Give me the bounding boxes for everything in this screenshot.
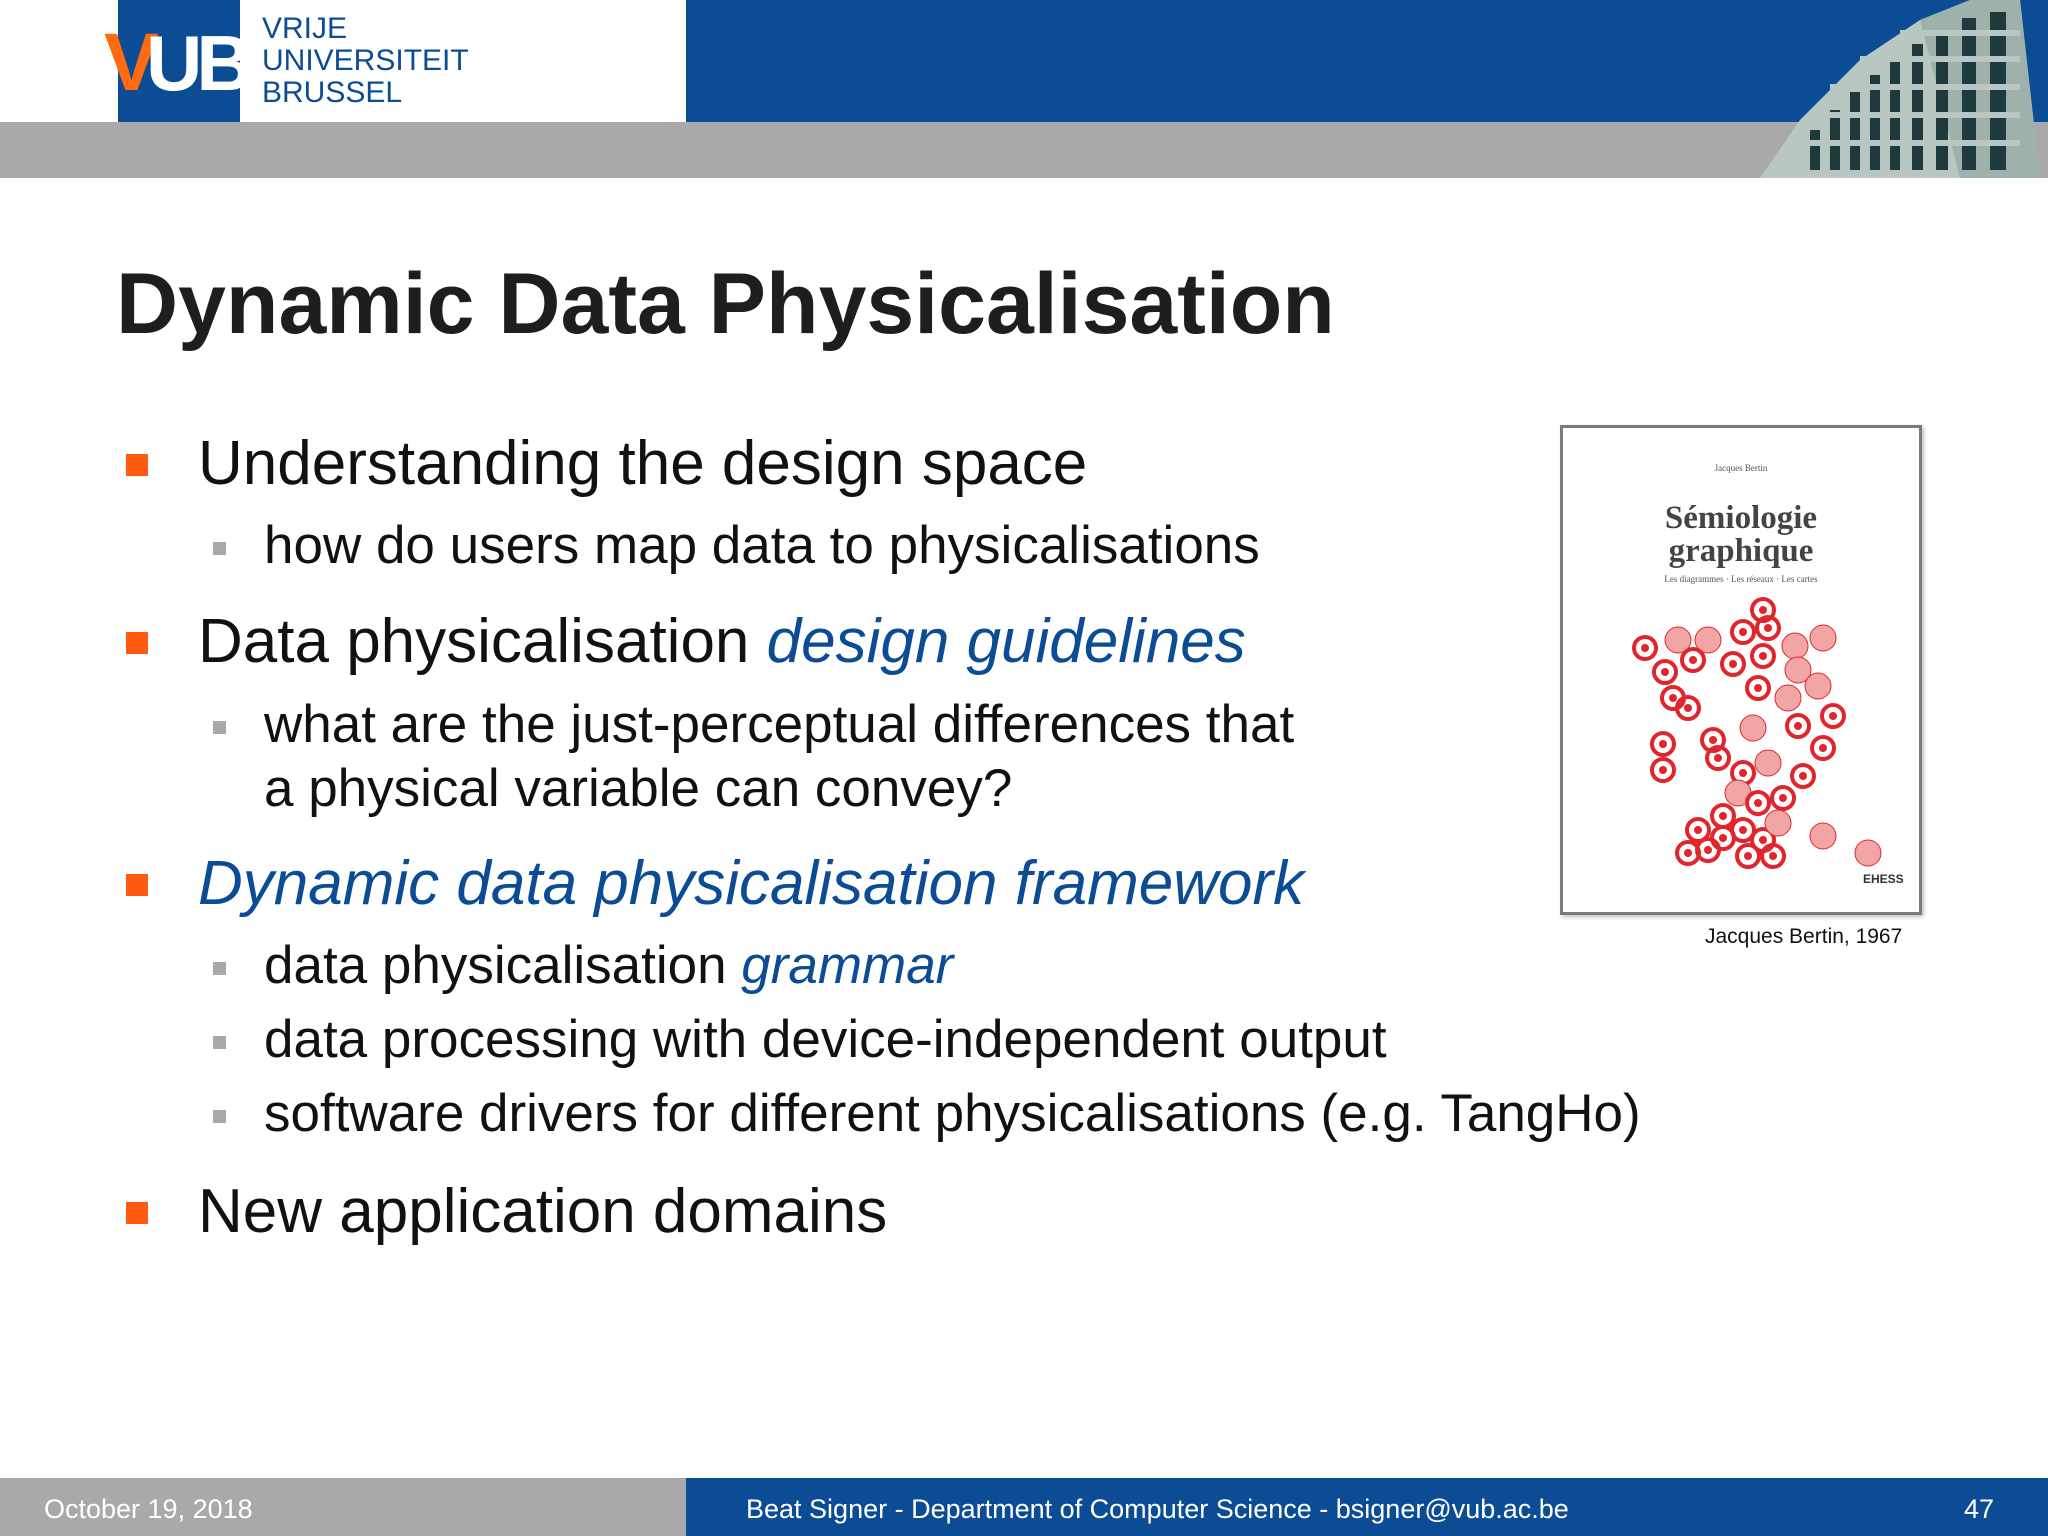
book-dot-center — [1684, 704, 1692, 712]
sub-bullet-map-data: how do users map data to physicalisations — [264, 516, 1260, 575]
book-dot — [1765, 810, 1791, 836]
logo-line-2: UNIVERSITEIT — [262, 44, 469, 77]
figure-caption: Jacques Bertin, 1967 — [1705, 925, 1903, 948]
book-dot-center — [1754, 799, 1762, 807]
logo-ub-mark: UB — [146, 19, 247, 107]
page-number: 47 — [1964, 1494, 1995, 1524]
book-dot-center — [1641, 644, 1649, 652]
book-dot-center — [1739, 628, 1747, 636]
logo-line-1: VRIJE — [262, 12, 348, 45]
sub-bullet-perceptual-line2: a physical variable can convey? — [264, 759, 1013, 818]
book-dot-center — [1779, 794, 1787, 802]
highlight-design-guidelines: design guidelines — [766, 607, 1246, 676]
book-dot-center — [1694, 826, 1702, 834]
book-publisher: EHESS — [1863, 872, 1904, 886]
book-subtitle: Les diagrammes · Les réseaux · Les cartes — [1664, 574, 1818, 584]
sub-bullet-marker — [213, 1110, 226, 1123]
sub-bullet-marker — [213, 542, 226, 555]
book-dot-center — [1744, 852, 1752, 860]
bullet-application-domains: New application domains — [198, 1177, 888, 1246]
sub-bullet-perceptual-line1: what are the just-perceptual differences that — [264, 695, 1295, 754]
sub-bullet-grammar: data physicalisation grammar — [264, 936, 954, 995]
bullet-marker — [126, 1202, 148, 1224]
book-dot — [1755, 750, 1781, 776]
bullet-understanding: Understanding the design space — [198, 429, 1088, 498]
book-dot-center — [1661, 668, 1669, 676]
book-cover-image — [1560, 425, 1922, 915]
bullet-framework: Dynamic data physicalisation framework — [198, 849, 1305, 918]
book-dot-center — [1689, 656, 1697, 664]
book-dot-center — [1759, 652, 1767, 660]
book-dot-center — [1754, 684, 1762, 692]
highlight-grammar: grammar — [741, 936, 954, 995]
footer-author: Beat Signer - Department of Computer Science - bsigner@vub.ac.be — [746, 1494, 1569, 1524]
book-dot — [1810, 823, 1836, 849]
book-dot — [1810, 625, 1836, 651]
book-dot — [1782, 633, 1808, 659]
book-dot-center — [1764, 624, 1772, 632]
book-dot-center — [1739, 826, 1747, 834]
book-dot-center — [1769, 852, 1777, 860]
footer-date: October 19, 2018 — [44, 1494, 253, 1524]
book-dot-center — [1739, 769, 1747, 777]
book-dot-center — [1714, 754, 1722, 762]
sub-bullet-software-drivers: software drivers for different physicalisations (e.g. TangHo) — [264, 1084, 1641, 1143]
sub-bullet-marker — [213, 1036, 226, 1049]
book-dot-pattern — [1583, 588, 1903, 878]
slide-title: Dynamic Data Physicalisation — [116, 256, 1335, 352]
book-dot-center — [1794, 722, 1802, 730]
book-dot-center — [1819, 744, 1827, 752]
book-dot — [1805, 673, 1831, 699]
book-dot-center — [1684, 849, 1692, 857]
bullet-guidelines: Data physicalisation design guidelines — [198, 607, 1246, 676]
book-title-line2: graphique — [1668, 533, 1814, 569]
book-dot-center — [1729, 660, 1737, 668]
book-dot — [1855, 840, 1881, 866]
book-dot-center — [1659, 740, 1667, 748]
book-dot-center — [1709, 736, 1717, 744]
book-dot-center — [1759, 836, 1767, 844]
book-dot-center — [1659, 766, 1667, 774]
book-dot — [1740, 715, 1766, 741]
bullet-marker — [126, 454, 148, 476]
bullet-marker — [126, 874, 148, 896]
sub-bullet-data-processing: data processing with device-independent output — [264, 1010, 1387, 1069]
book-dot-center — [1799, 772, 1807, 780]
book-dot-center — [1759, 606, 1767, 614]
logo-v-mark: V — [104, 17, 153, 108]
sub-bullet-marker — [213, 721, 226, 734]
book-dot-center — [1704, 846, 1712, 854]
sub-bullet-marker — [213, 962, 226, 975]
book-dot — [1775, 685, 1801, 711]
building-photo — [1740, 0, 2048, 178]
bullet-marker — [126, 632, 148, 654]
book-dot-center — [1669, 694, 1677, 702]
book-author: Jacques Bertin — [1714, 463, 1768, 473]
book-dot-center — [1719, 812, 1727, 820]
book-dot-center — [1719, 834, 1727, 842]
book-dot-center — [1829, 712, 1837, 720]
book-title-line1: Sémiologie — [1664, 500, 1818, 536]
logo-line-3: BRUSSEL — [262, 76, 403, 109]
